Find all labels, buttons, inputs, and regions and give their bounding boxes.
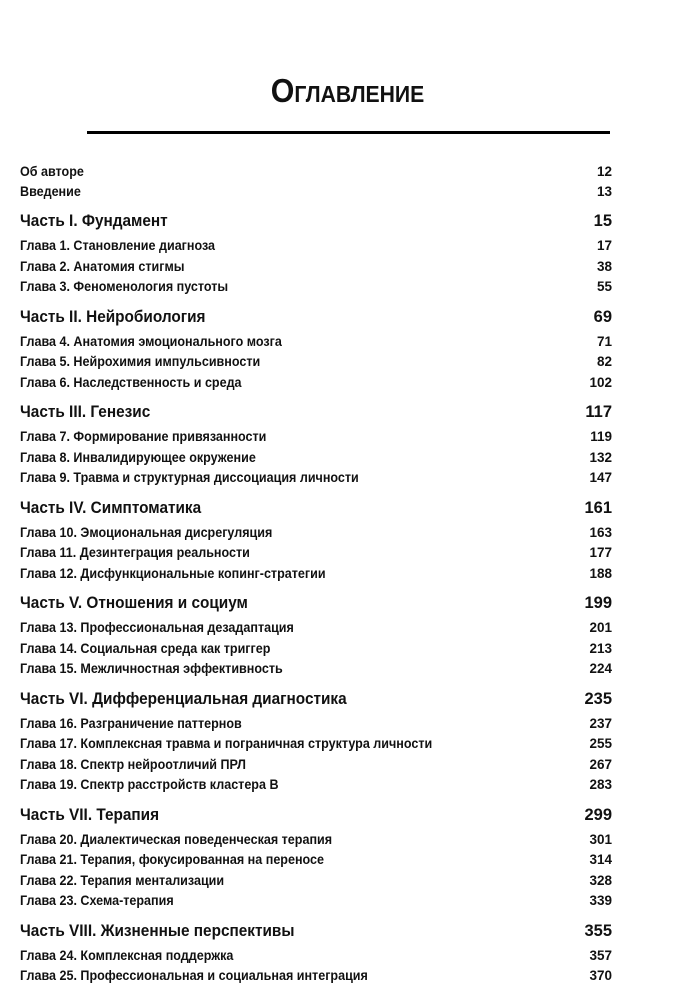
toc-chapter-entry[interactable] [20, 427, 612, 448]
toc-chapter-entry[interactable] [20, 755, 612, 776]
entry-page-number: 13 [596, 184, 612, 199]
toc-chapter-entry[interactable] [20, 277, 612, 298]
toc-part-heading[interactable] [20, 208, 612, 234]
chapter-page-number: 339 [589, 893, 612, 908]
chapter-page-number: 147 [589, 470, 612, 485]
chapter-page-number: 102 [589, 374, 612, 390]
chapter-page-number: 255 [589, 736, 612, 751]
chapter-label: Глава 16. Разграничение паттернов [20, 715, 242, 731]
part-label: Часть IV. Симптоматика [20, 498, 202, 517]
chapter-label: Глава 14. Социальная среда как триггер [20, 640, 271, 656]
chapter-page-number: 314 [589, 852, 612, 867]
toc-part-heading[interactable] [20, 304, 612, 330]
toc-chapter-entry[interactable] [20, 966, 612, 987]
chapter-page-number: 267 [589, 756, 612, 772]
toc-chapter-entry[interactable] [20, 448, 612, 469]
chapter-page-number: 71 [596, 333, 612, 349]
toc-chapter-entry[interactable] [20, 714, 612, 735]
part-label: Часть II. Нейробиология [20, 307, 206, 326]
chapter-page-number: 132 [589, 449, 612, 465]
toc-chapter-entry[interactable] [20, 659, 612, 680]
part-page-number: 235 [584, 689, 612, 708]
chapter-label: Глава 2. Анатомия стигмы [20, 258, 185, 274]
chapter-page-number: 328 [589, 872, 612, 888]
chapter-page-number: 283 [589, 777, 612, 792]
part-label: Часть VII. Терапия [20, 805, 160, 824]
chapter-label: Глава 19. Спектр расстройств кластера В [20, 777, 279, 792]
chapter-label: Глава 9. Травма и структурная диссоциация личности [20, 470, 359, 485]
chapter-page-number: 38 [596, 258, 612, 274]
entry-page-number: 12 [596, 164, 612, 179]
toc-part-heading[interactable] [20, 590, 612, 616]
parts-list [20, 208, 612, 987]
chapter-page-number: 213 [589, 640, 612, 656]
part-label: Часть VIII. Жизненные перспективы [20, 921, 295, 940]
chapter-page-number: 17 [596, 238, 612, 253]
chapter-page-number: 82 [596, 354, 612, 369]
toc-chapter-entry[interactable] [20, 850, 612, 871]
chapter-label: Глава 8. Инвалидирующее окружение [20, 449, 256, 465]
front-matter [20, 162, 612, 202]
toc-part-heading[interactable] [20, 495, 612, 521]
chapter-label: Глава 5. Нейрохимия импульсивности [20, 354, 261, 369]
part-page-number: 15 [593, 212, 612, 230]
part-label: Часть VI. Дифференциальная диагностика [20, 689, 347, 708]
page-title: Оглавление [270, 72, 425, 109]
part-page-number: 117 [585, 403, 612, 421]
toc-chapter-entry[interactable] [20, 257, 612, 278]
chapter-label: Глава 22. Терапия ментализации [20, 872, 225, 888]
toc-chapter-entry[interactable] [20, 946, 612, 967]
toc-part-heading[interactable] [20, 918, 612, 944]
chapter-page-number: 301 [589, 831, 612, 847]
chapter-page-number: 357 [589, 947, 612, 963]
chapter-label: Глава 13. Профессиональная дезадаптация [20, 620, 294, 635]
chapter-label: Глава 25. Профессиональная и социальная интеграция [20, 968, 368, 983]
toc-chapter-entry[interactable] [20, 373, 612, 394]
part-page-number: 355 [584, 921, 612, 940]
chapter-page-number: 163 [589, 524, 612, 540]
toc-chapter-entry[interactable] [20, 734, 612, 755]
chapter-label: Глава 23. Схема-терапия [20, 893, 174, 908]
toc-chapter-entry[interactable] [20, 891, 612, 912]
part-page-number: 199 [584, 594, 612, 612]
chapter-label: Глава 20. Диалектическая поведенческая терапия [20, 831, 333, 847]
part-label: Часть I. Фундамент [20, 212, 168, 230]
chapter-label: Глава 12. Дисфункциональные копинг-стратегии [20, 565, 326, 581]
toc-chapter-entry[interactable] [20, 332, 612, 353]
chapter-label: Глава 6. Наследственность и среда [20, 374, 242, 390]
chapter-label: Глава 15. Межличностная эффективность [20, 661, 283, 676]
chapter-label: Глава 4. Анатомия эмоционального мозга [20, 333, 282, 349]
chapter-page-number: 237 [589, 715, 612, 731]
chapter-page-number: 55 [596, 279, 612, 294]
chapter-page-number: 188 [589, 565, 612, 581]
toc-part-heading[interactable] [20, 399, 612, 425]
toc-chapter-entry[interactable] [20, 564, 612, 585]
toc-part-heading[interactable] [20, 686, 612, 712]
chapter-label: Глава 21. Терапия, фокусированная на переносе [20, 852, 325, 867]
toc-chapter-entry[interactable] [20, 775, 612, 796]
chapter-label: Глава 17. Комплексная травма и пограничная структура личности [20, 736, 433, 751]
toc-chapter-entry[interactable] [20, 468, 612, 489]
title-rule [87, 131, 610, 134]
part-page-number: 161 [584, 498, 612, 517]
toc-chapter-entry[interactable] [20, 871, 612, 892]
chapter-page-number: 119 [590, 429, 612, 444]
chapter-page-number: 224 [589, 661, 612, 676]
part-label: Часть V. Отношения и социум [20, 594, 248, 612]
chapter-label: Глава 10. Эмоциональная дисрегуляция [20, 524, 273, 540]
entry-label: Введение [20, 184, 81, 199]
chapter-label: Глава 7. Формирование привязанности [20, 429, 267, 444]
toc-chapter-entry[interactable] [20, 639, 612, 660]
toc-chapter-entry[interactable] [20, 543, 612, 564]
chapter-page-number: 177 [589, 545, 612, 560]
chapter-label: Глава 3. Феноменология пустоты [20, 279, 229, 294]
toc-entry-about-author[interactable] [20, 162, 612, 182]
toc-chapter-entry[interactable] [20, 236, 612, 257]
toc-chapter-entry[interactable] [20, 523, 612, 544]
table-of-contents [20, 162, 612, 987]
chapter-label: Глава 11. Дезинтеграция реальности [20, 545, 250, 560]
entry-label: Об авторе [20, 164, 84, 179]
chapter-label: Глава 18. Спектр нейроотличий ПРЛ [20, 756, 246, 772]
toc-chapter-entry[interactable] [20, 618, 612, 639]
toc-entry-introduction[interactable] [20, 182, 612, 202]
chapter-page-number: 201 [589, 620, 612, 635]
chapter-label: Глава 1. Становление диагноза [20, 238, 216, 253]
toc-chapter-entry[interactable] [20, 352, 612, 373]
toc-chapter-entry[interactable] [20, 830, 612, 851]
part-page-number: 299 [584, 805, 612, 824]
chapter-label: Глава 24. Комплексная поддержка [20, 947, 234, 963]
part-label: Часть III. Генезис [20, 403, 151, 421]
part-page-number: 69 [593, 307, 612, 326]
toc-part-heading[interactable] [20, 802, 612, 828]
chapter-page-number: 370 [589, 968, 612, 983]
